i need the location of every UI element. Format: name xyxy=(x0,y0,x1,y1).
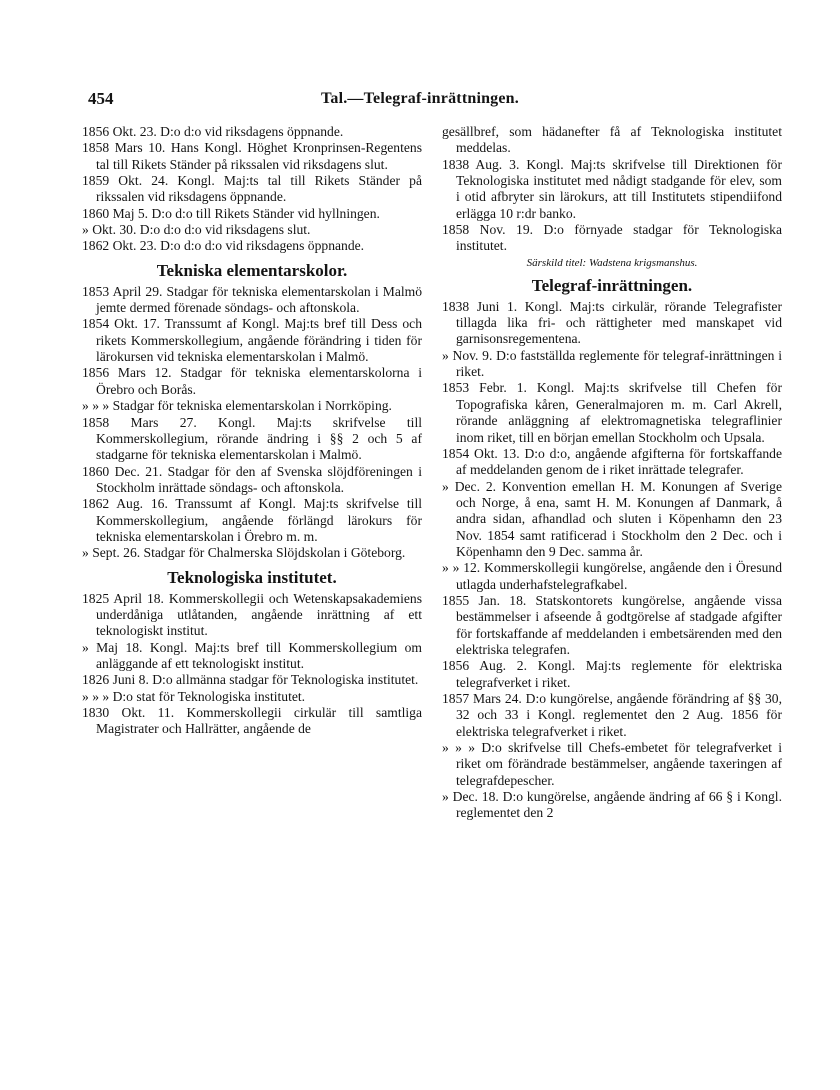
list-item: 1856 Okt. 23. D:o d:o vid riksdagens öppnande. xyxy=(82,124,344,139)
page-header xyxy=(0,89,840,113)
list-item: 1858 Nov. 19. D:o förnyade stadgar för Teknologiska institutet. xyxy=(442,222,782,254)
right-column xyxy=(442,124,782,822)
list-item: » » 12. Kommerskollegii kungörelse, angående den i Öresund utlagda underhafstelegrafkabel. xyxy=(442,560,782,592)
list-item: 1856 Aug. 2. Kongl. Maj:ts reglemente för elektriska telegrafverket i riket. xyxy=(442,658,782,690)
entry-list xyxy=(442,299,782,822)
section-heading-teknologiska-institutet: Teknologiska institutet. xyxy=(167,567,337,587)
entry-list xyxy=(442,124,782,255)
list-item: » Okt. 30. D:o d:o d:o vid riksdagens slut. xyxy=(82,222,311,238)
list-item: 1853 Febr. 1. Kongl. Maj:ts skrifvelse till Chefen för Topografiska kåren, Generalmajoren m. m. Carl Akrell, rörande anläggning af elektromagnetiska telegraflinier inom riket, till en början emellan Stockholm och Upsala. xyxy=(442,380,782,445)
list-item: » Nov. 9. D:o fastställda reglemente för telegraf-inrättningen i riket. xyxy=(442,347,782,380)
list-item: 1858 Mars 10. Hans Kongl. Höghet Kronprinsen-Regentens tal till Rikets Ständer på rikssalen vid riksdagens slut. xyxy=(82,140,422,172)
list-item: » Dec. 2. Konvention emellan H. M. Konungen af Sverige och Norge, å ena, samt H. M. Konungen af Danmark, å andra sidan, afhandlad och sluten i Köpenhamn den 23 Nov. 1854 samt ratificerad i Stockholm den 2 Dec. och i Köpenhamn den 9 Dec. samma år. xyxy=(442,478,782,559)
list-item: 1855 Jan. 18. Statskontorets kungörelse, angående vissa bestämmelser i afseende å godtgörelse af stadgade afgifter för fortskaffande af meddelanden i embetsärenden med den elektriska telegrafen. xyxy=(442,592,782,657)
list-item: 1859 Okt. 24. Kongl. Maj:ts tal till Rikets Ständer på rikssalen vid riksdagens öppnande. xyxy=(82,173,422,205)
list-item: » » » Stadgar för tekniska elementarskolan i Norrköping. xyxy=(82,398,392,414)
list-item: » » » D:o skrifvelse till Chefs-embetet för telegrafverket i riket om förändrade bestämmelser, angående taxeringen af telegrafdepescher. xyxy=(442,740,782,788)
list-item: 1838 Aug. 3. Kongl. Maj:ts skrifvelse till Direktionen för Teknologiska institutet med nådigt stadgande för elev, som i otid afbryter sin lärokurs, att till Institutets stipendiifond erlägga 10 r:dr banko. xyxy=(442,156,782,221)
list-item: 1854 Okt. 17. Transsumt af Kongl. Maj:ts bref till Dess och rikets Kommerskollegium, angående förändring i tiden för lärokursen vid tekniska elementarskolan i Malmö. xyxy=(82,316,422,365)
list-item: 1858 Mars 27. Kongl. Maj:ts skrifvelse till Kommerskollegium, rörande ändring i §§ 2 och 5 af stadgarne för tekniska elementarskolan i Malmö. xyxy=(82,414,422,463)
list-item: 1862 Aug. 16. Transsumt af Kongl. Maj:ts skrifvelse till Kommerskollegium, angående förlängd lärokurs för tekniska elementarskolan i Örebro m. m. xyxy=(82,496,422,544)
list-item: 1838 Juni 1. Kongl. Maj:ts cirkulär, rörande Telegrafister tillagda lika fri- och rättigheter med manskapet vid garnisonsregementena. xyxy=(442,298,782,347)
entry-list xyxy=(82,284,422,562)
list-item: » Sept. 26. Stadgar för Chalmerska Slöjdskolan i Göteborg. xyxy=(82,545,406,561)
running-title: Tal.—Telegraf-inrättningen. xyxy=(320,90,519,107)
list-item: 1854 Okt. 13. D:o d:o, angående afgifterna för fortskaffande af meddelanden genom de i riket inrättade telegrafer. xyxy=(442,445,782,478)
list-item: 1862 Okt. 23. D:o d:o d:o vid riksdagens öppnande. xyxy=(82,238,365,254)
list-item: 1826 Juni 8. D:o allmänna stadgar för Teknologiska institutet. xyxy=(82,672,419,688)
list-item: 1856 Mars 12. Stadgar för tekniska elementarskolorna i Örebro och Borås. xyxy=(82,365,422,397)
list-item: 1857 Mars 24. D:o kungörelse, angående förändring af §§ 30, 32 och 33 i Kongl. reglementet den 2 Aug. 1856 för elektriska telegrafverket i riket. xyxy=(442,691,782,739)
special-title-note: Särskild titel: Wadstena krigsmanshus. xyxy=(526,256,698,269)
list-item: gesällbref, som hädanefter få af Teknologiska institutet meddelas. xyxy=(442,124,782,156)
left-column xyxy=(82,124,422,738)
section-heading-tekniska-elementarskolor: Tekniska elementarskolor. xyxy=(156,260,348,280)
list-item: 1830 Okt. 11. Kommerskollegii cirkulär till samtliga Magistrater och Hallrätter, angående de xyxy=(82,705,422,737)
list-item: 1860 Maj 5. D:o d:o till Rikets Ständer vid hyllningen. xyxy=(82,205,380,221)
entry-list xyxy=(82,591,422,738)
list-item: 1853 April 29. Stadgar för tekniska elementarskolan i Malmö jemte dermed förenade söndags- och aftonskola. xyxy=(82,283,422,316)
list-item: » Dec. 18. D:o kungörelse, angående ändring af 66 § i Kongl. reglementet den 2 xyxy=(442,789,782,821)
list-item: 1825 April 18. Kommerskollegii och Wetenskapsakademiens underdåniga utlåtanden, angående inrättning af ett teknologiskt institut. xyxy=(82,590,422,639)
list-item: 1860 Dec. 21. Stadgar för den af Svenska slöjdföreningen i Stockholm inrättade söndags- och aftonskola. xyxy=(82,463,422,495)
list-item: » » » D:o stat för Teknologiska institutet. xyxy=(82,688,306,704)
page-number: 454 xyxy=(88,89,114,108)
list-item: » Maj 18. Kongl. Maj:ts bref till Kommerskollegium om anläggande af ett teknologiskt institut. xyxy=(82,639,422,671)
section-heading-telegraf-inrattningen: Telegraf-inrättningen. xyxy=(531,275,693,295)
entry-list xyxy=(82,124,422,255)
